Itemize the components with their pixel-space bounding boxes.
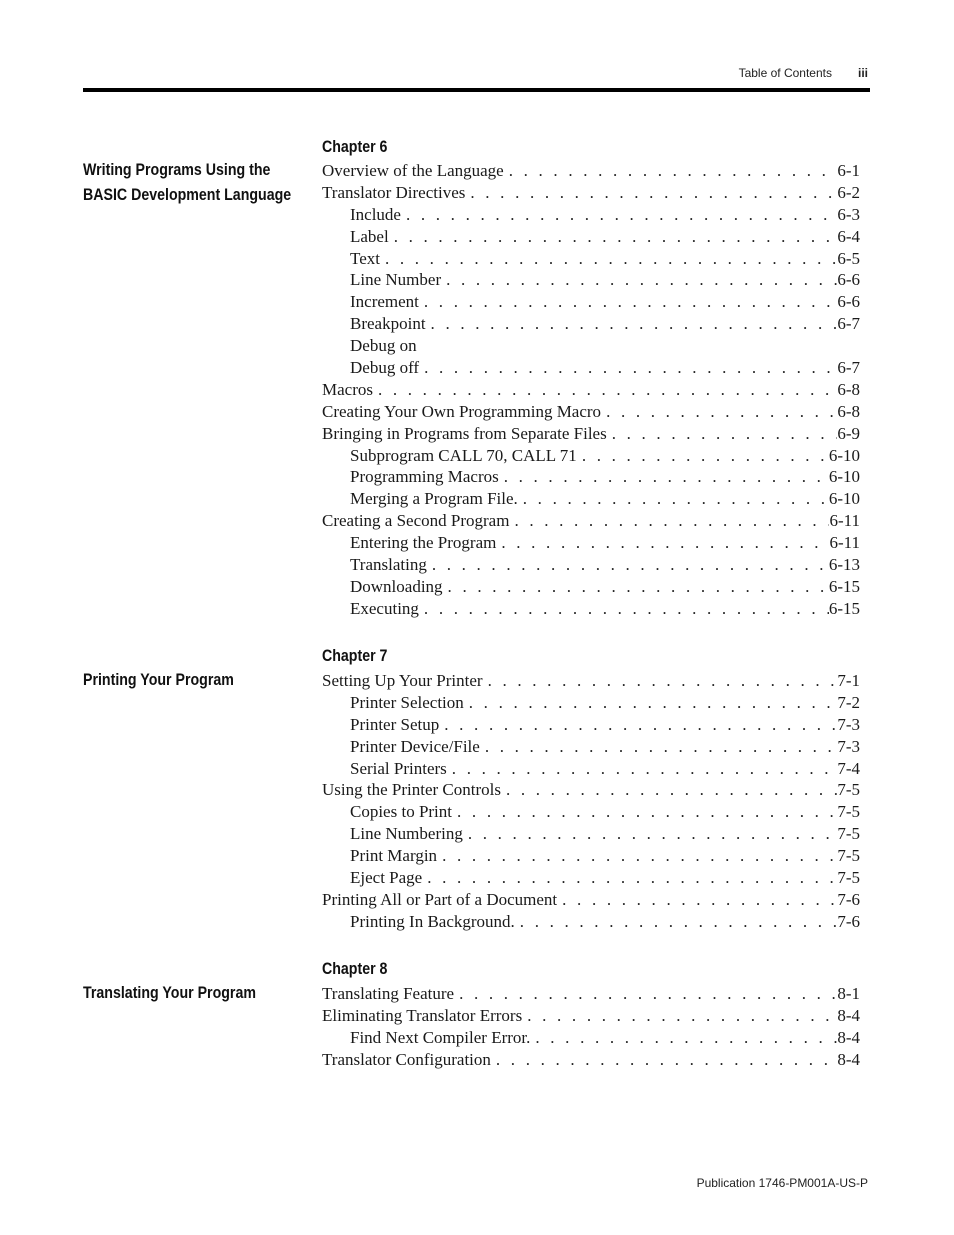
section-title: [83, 981, 285, 1006]
toc-entry[interactable]: [322, 714, 860, 736]
toc-entry[interactable]: [322, 758, 860, 780]
toc-entry[interactable]: [322, 801, 860, 823]
toc-entry[interactable]: [322, 1049, 860, 1071]
toc-entry-title: Setting Up Your Printer: [322, 671, 483, 690]
toc-entry-page: 7-3: [837, 714, 860, 734]
toc-entry-title: Using the Printer Controls: [322, 780, 501, 800]
toc-entry[interactable]: [322, 335, 860, 357]
toc-entry-title: Eliminating Translator Errors: [322, 1005, 523, 1025]
toc-entry-title: Entering the Program: [350, 533, 497, 553]
toc-entry-page: 6-13: [828, 555, 860, 575]
toc-entry-title: Printer Selection: [350, 692, 464, 712]
toc-entry[interactable]: [322, 598, 860, 620]
toc-entry-title: Translator Configuration: [322, 1049, 491, 1069]
toc-entry[interactable]: [322, 423, 860, 445]
dot-leader: [443, 576, 829, 598]
toc-entry-title: Debug off: [350, 358, 420, 378]
toc-entry[interactable]: [322, 466, 860, 488]
toc-entry[interactable]: [322, 510, 860, 532]
toc-entry[interactable]: [322, 889, 860, 911]
toc-entry-list: [322, 160, 860, 620]
toc-entry[interactable]: [322, 160, 860, 182]
toc-entry-title: Label: [350, 226, 389, 246]
dot-leader: [465, 182, 837, 204]
toc-entry-title: Printing All or Part of a Document: [322, 889, 558, 909]
toc-entry-title: Translator Directives: [322, 182, 466, 202]
toc-entry[interactable]: [322, 269, 860, 291]
dot-leader: [515, 911, 838, 933]
toc-entry-page: 6-11: [829, 533, 860, 553]
toc-entry-title: Breakpoint: [350, 314, 426, 334]
toc-entry-title: Find Next Compiler Error.: [350, 1027, 531, 1047]
toc-entry-page: 6-4: [837, 226, 860, 246]
toc-entry-page: 6-6: [837, 270, 860, 290]
section-title-line: Printing Your Program: [83, 671, 234, 689]
dot-leader: [496, 532, 829, 554]
toc-entry-page: 6-5: [837, 248, 860, 268]
toc-entry[interactable]: [322, 445, 860, 467]
toc-entry-title: Overview of the Language: [322, 161, 504, 180]
toc-entry[interactable]: [322, 204, 860, 226]
dot-leader: [454, 983, 837, 1005]
dot-leader: [373, 379, 837, 401]
toc-entry-title: Programming Macros: [350, 467, 499, 487]
toc-entry-page: 6-1: [837, 161, 860, 180]
toc-entry-page: 7-5: [837, 824, 860, 844]
chapter-label: Chapter 8: [322, 960, 388, 978]
dot-leader: [509, 510, 829, 532]
toc-entry-page: 6-6: [837, 292, 860, 312]
dot-leader: [380, 248, 837, 270]
toc-entry-title: Merging a Program File.: [350, 489, 518, 509]
toc-entry-title: Executing: [350, 598, 419, 618]
toc-entry-page: 8-4: [837, 1005, 860, 1025]
toc-entry[interactable]: [322, 401, 860, 423]
toc-entry-page: 7-2: [837, 692, 860, 712]
toc-entry[interactable]: [322, 226, 860, 248]
toc-entry-title: Printer Setup: [350, 714, 440, 734]
toc-entry-title: Downloading: [350, 576, 443, 596]
toc-entry-title: Eject Page: [350, 868, 423, 888]
toc-entry-page: 6-10: [828, 467, 860, 487]
toc-entry-title: Translating Feature: [322, 984, 455, 1003]
dot-leader: [463, 823, 837, 845]
toc-entry-title: Creating Your Own Programming Macro: [322, 401, 602, 421]
dot-leader: [426, 313, 838, 335]
toc-entry[interactable]: [322, 379, 860, 401]
toc-entry[interactable]: [322, 1005, 860, 1027]
toc-entry[interactable]: [322, 291, 860, 313]
toc-entry[interactable]: [322, 983, 860, 1005]
toc-entry-page: 7-4: [837, 758, 860, 778]
toc-entry-page: 6-10: [828, 489, 860, 509]
toc-entry-page: 7-3: [837, 736, 860, 756]
section-title: [83, 668, 285, 693]
dot-leader: [452, 801, 837, 823]
dot-leader: [401, 204, 837, 226]
toc-entry[interactable]: [322, 554, 860, 576]
toc-entry[interactable]: [322, 313, 860, 335]
toc-entry-title: Macros: [322, 379, 373, 399]
dot-leader: [483, 670, 838, 692]
toc-entry-title: Print Margin: [350, 846, 438, 866]
toc-entry-page: 6-8: [837, 401, 860, 421]
dot-leader: [577, 445, 829, 467]
page-number: iii: [857, 66, 868, 80]
toc-entry-page: 7-5: [837, 846, 860, 866]
toc-entry-page: 6-7: [837, 314, 860, 334]
toc-entry-page: 6-2: [837, 182, 860, 202]
dot-leader: [419, 357, 837, 379]
toc-entry[interactable]: [322, 779, 860, 801]
toc-entry-page: 6-11: [829, 511, 860, 531]
chapter-label: Chapter 6: [322, 138, 388, 156]
toc-entry-page: 7-1: [837, 671, 860, 690]
section-title-line: Writing Programs Using the: [83, 161, 271, 179]
header-rule: [83, 88, 870, 92]
toc-entry-page: 6-8: [837, 379, 860, 399]
dot-leader: [447, 758, 838, 780]
toc-entry-title: Printing In Background.: [350, 911, 515, 931]
toc-entry[interactable]: [322, 692, 860, 714]
toc-entry-page: 6-9: [837, 423, 860, 443]
dot-leader: [427, 554, 829, 576]
chapter-label: Chapter 7: [322, 647, 388, 665]
dot-leader: [437, 845, 837, 867]
toc-entry[interactable]: [322, 576, 860, 598]
section-title-line: Translating Your Program: [83, 984, 256, 1002]
toc-entry[interactable]: [322, 736, 860, 758]
toc-entry-title: Creating a Second Program: [322, 511, 510, 531]
toc-entry-title: Text: [350, 248, 380, 268]
toc-entry-page: 8-4: [837, 1049, 860, 1069]
toc-entry-page: 6-3: [837, 204, 860, 224]
toc-entry-page: 6-10: [828, 445, 860, 465]
dot-leader: [557, 889, 837, 911]
toc-entry[interactable]: [322, 845, 860, 867]
toc-entry-title: Include: [350, 204, 401, 224]
toc-entry-page: 6-15: [828, 576, 860, 596]
toc-entry[interactable]: [322, 532, 860, 554]
toc-entry-page: 7-5: [837, 868, 860, 888]
toc-entry[interactable]: [322, 357, 860, 379]
publication-footer: Publication 1746-PM001A-US-P: [696, 1176, 868, 1190]
toc-entry[interactable]: [322, 248, 860, 270]
toc-entry-page: 6-7: [837, 358, 860, 378]
dot-leader: [419, 291, 837, 313]
toc-entry-title: Debug on: [350, 336, 417, 356]
toc-entry-list: [322, 670, 860, 933]
dot-leader: [441, 269, 837, 291]
toc-entry-title: Translating: [350, 555, 427, 575]
section-title: [83, 158, 292, 208]
toc-entry-title: Printer Device/File: [350, 736, 480, 756]
running-head: [739, 66, 868, 80]
toc-entry-page: 7-5: [837, 802, 860, 822]
dot-leader: [530, 1027, 837, 1049]
toc-entry[interactable]: [322, 488, 860, 510]
toc-entry[interactable]: [322, 182, 860, 204]
dot-leader: [464, 692, 838, 714]
toc-entry-title: Copies to Print: [350, 802, 453, 822]
toc-entry-page: 7-6: [837, 911, 860, 931]
toc-entry-title: Increment: [350, 292, 419, 312]
dot-leader: [419, 598, 829, 620]
dot-leader: [518, 488, 829, 510]
dot-leader: [480, 736, 838, 758]
toc-entry[interactable]: [322, 867, 860, 889]
dot-leader: [601, 401, 837, 423]
dot-leader: [389, 226, 838, 248]
toc-entry[interactable]: [322, 911, 860, 933]
toc-entry-page: 7-6: [837, 889, 860, 909]
section-title-line: BASIC Development Language: [83, 186, 292, 204]
toc-entry-title: Bringing in Programs from Separate Files: [322, 423, 607, 443]
toc-entry-page: 6-15: [828, 598, 860, 618]
toc-entry-page: 8-1: [837, 984, 860, 1003]
dot-leader: [439, 714, 837, 736]
dot-leader: [491, 1049, 837, 1071]
toc-entry-page: 7-5: [837, 780, 860, 800]
toc-entry-title: Serial Printers: [350, 758, 447, 778]
toc-entry-page: 8-4: [837, 1027, 860, 1047]
toc-entry-title: Line Number: [350, 270, 442, 290]
toc-entry[interactable]: [322, 1027, 860, 1049]
toc-entry-title: Subprogram CALL 70, CALL 71: [350, 445, 577, 465]
dot-leader: [607, 423, 838, 445]
dot-leader: [504, 160, 838, 182]
dot-leader: [522, 1005, 837, 1027]
toc-entry-list: [322, 983, 860, 1071]
toc-entry[interactable]: [322, 670, 860, 692]
toc-entry-title: Line Numbering: [350, 824, 463, 844]
dot-leader: [499, 466, 829, 488]
running-head-label: Table of Contents: [738, 66, 832, 80]
dot-leader: [422, 867, 837, 889]
toc-entry[interactable]: [322, 823, 860, 845]
dot-leader: [501, 779, 837, 801]
